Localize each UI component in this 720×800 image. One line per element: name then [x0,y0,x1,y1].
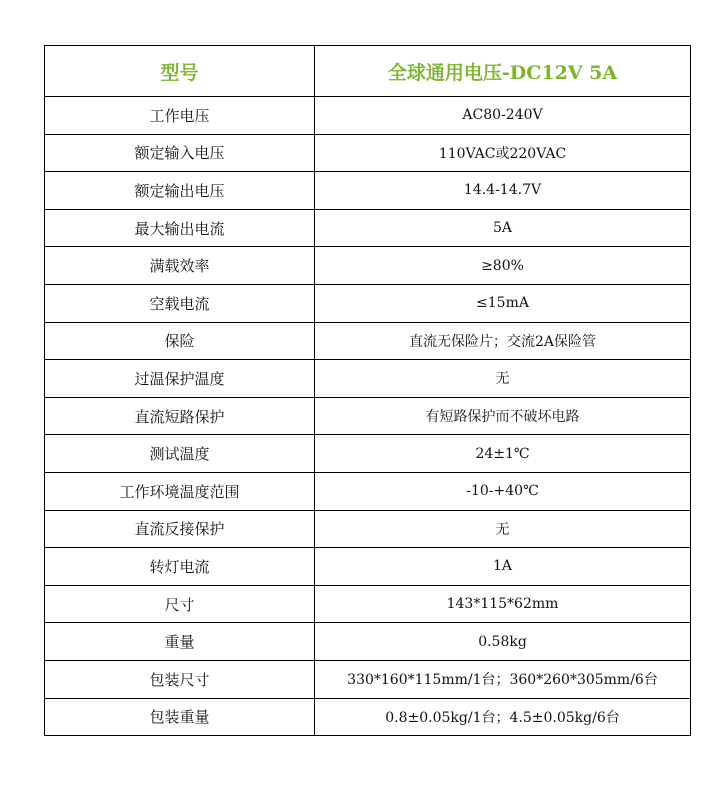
param-value: 无 [315,360,691,398]
table-row [45,247,691,285]
table-row [45,322,691,360]
param-name: 转灯电流 [45,548,315,586]
table-row [45,472,691,510]
param-name: 额定输入电压 [45,134,315,172]
table-row [45,134,691,172]
param-value: 5A [315,209,691,247]
param-value: 110VAC或220VAC [315,134,691,172]
param-value: 有短路保护而不破坏电路 [315,397,691,435]
param-name: 工作电压 [45,97,315,135]
table-row [45,585,691,623]
param-value: 24±1℃ [315,435,691,473]
param-value: 330*160*115mm/1台；360*260*305mm/6台 [315,660,691,698]
param-name: 测试温度 [45,435,315,473]
param-name: 工作环境温度范围 [45,472,315,510]
param-value: ≤15mA [315,284,691,322]
param-name: 包装重量 [45,698,315,736]
param-name: 过温保护温度 [45,360,315,398]
table-row [45,660,691,698]
table-row [45,435,691,473]
spec-table [44,45,691,736]
param-value: 0.8±0.05kg/1台；4.5±0.05kg/6台 [315,698,691,736]
param-value: ≥80% [315,247,691,285]
table-row [45,209,691,247]
table-row [45,623,691,661]
param-name: 满载效率 [45,247,315,285]
table-row [45,97,691,135]
param-name: 最大输出电流 [45,209,315,247]
table-row [45,284,691,322]
param-value: 0.58kg [315,623,691,661]
param-value: 14.4-14.7V [315,172,691,210]
table-row [45,548,691,586]
table-row [45,397,691,435]
table-header-row [45,46,691,97]
param-value: 无 [315,510,691,548]
param-value: 1A [315,548,691,586]
header-model-label: 型号 [45,46,315,97]
table-row [45,172,691,210]
param-name: 保险 [45,322,315,360]
param-name: 空载电流 [45,284,315,322]
param-value: 143*115*62mm [315,585,691,623]
table-row [45,698,691,736]
param-name: 直流反接保护 [45,510,315,548]
table-row [45,360,691,398]
param-name: 尺寸 [45,585,315,623]
param-value: AC80-240V [315,97,691,135]
param-name: 直流短路保护 [45,397,315,435]
param-name: 额定输出电压 [45,172,315,210]
param-value: 直流无保险片；交流2A保险管 [315,322,691,360]
param-name: 重量 [45,623,315,661]
table-row [45,510,691,548]
param-value: -10-+40℃ [315,472,691,510]
param-name: 包装尺寸 [45,660,315,698]
header-model-value: 全球通用电压-DC12V 5A [315,46,691,97]
